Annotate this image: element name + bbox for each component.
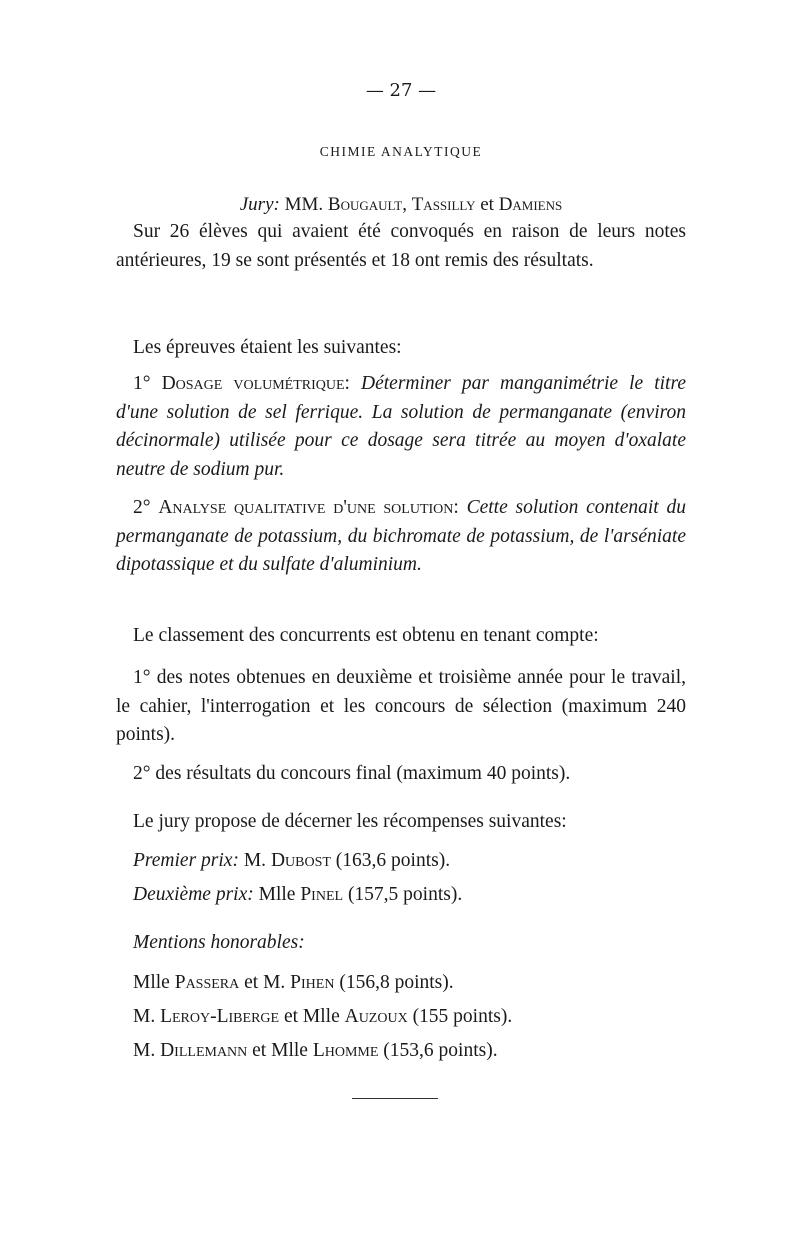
epreuve-2-title: Analyse qualitative d'une solution: — [158, 497, 459, 518]
epreuve-1-title: Dosage volumétrique: — [161, 373, 350, 394]
recompenses-intro: Le jury propose de décerner les récompenses suivantes: — [133, 811, 567, 832]
mention-2-name-1: Leroy-Liberge — [160, 1006, 280, 1027]
mention-3-prefix: M. — [133, 1040, 161, 1061]
jury-sep-1: , — [402, 194, 412, 215]
mention-2 — [133, 1006, 512, 1028]
jury-member-2: Tassilly — [411, 194, 476, 215]
epreuves-intro: Les épreuves étaient les suivantes: — [133, 337, 402, 358]
mention-1-points: (156,8 points). — [334, 972, 454, 993]
deuxieme-prix — [133, 884, 462, 906]
mention-1-mid: et M. — [239, 972, 291, 993]
mention-2-points: (155 points). — [407, 1006, 513, 1027]
mention-2-name-2: Auzoux — [344, 1006, 408, 1027]
closing-rule — [352, 1098, 438, 1099]
classement-intro: Le classement des concurrents est obtenu en tenant compte: — [133, 625, 599, 646]
epreuve-2-text: Cette solution contenait du permanganate de potassium, du bichromate de potassium, de l'arséniate dipotassique et du sulfate d'aluminium. — [116, 497, 686, 575]
mention-3-name-1: Dillemann — [160, 1040, 248, 1061]
deuxieme-prix-label: Deuxième prix: — [133, 884, 254, 905]
epreuve-2-number: 2° — [133, 497, 159, 518]
premier-prix-name: Dubost — [270, 850, 331, 871]
mention-1-prefix: Mlle — [133, 972, 175, 993]
section-title: CHIMIE ANALYTIQUE — [319, 144, 483, 159]
premier-prix — [133, 850, 450, 872]
mention-3-points: (153,6 points). — [378, 1040, 498, 1061]
epreuve-2 — [116, 494, 686, 580]
mention-2-mid: et Mlle — [279, 1006, 345, 1027]
jury-member-3: Damiens — [498, 194, 563, 215]
deuxieme-prix-points: (157,5 points). — [343, 884, 463, 905]
mention-2-prefix: M. — [133, 1006, 161, 1027]
mention-1-name-1: Passera — [174, 972, 240, 993]
mentions-heading: Mentions honorables: — [133, 932, 305, 953]
deuxieme-prix-prefix: Mlle — [253, 884, 301, 905]
deuxieme-prix-name: Pinel — [300, 884, 344, 905]
classement-item-1: 1° des notes obtenues en deuxième et troisième année pour le travail, le cahier, l'interrogation et les concours de sélection (maximum 240 points). — [116, 667, 686, 745]
jury-sep-2: et — [475, 194, 499, 215]
mention-1-name-2: Pihen — [290, 972, 335, 993]
premier-prix-prefix: M. — [238, 850, 271, 871]
page-number: — 27 — — [365, 80, 437, 101]
jury-line — [116, 194, 686, 216]
epreuve-1 — [116, 370, 686, 484]
premier-prix-points: (163,6 points). — [330, 850, 451, 871]
jury-member-1: Bougault — [327, 194, 403, 215]
classement-item-2: 2° des résultats du concours final (maximum 40 points). — [133, 763, 571, 784]
epreuve-1-number: 1° — [133, 373, 162, 394]
jury-label: Jury: — [239, 194, 280, 215]
intro-paragraph: Sur 26 élèves qui avaient été convoqués en raison de leurs notes antérieures, 19 se sont présentés et 18 ont remis des résultats. — [116, 221, 686, 271]
mention-3-name-2: Lhomme — [312, 1040, 379, 1061]
jury-prefix: MM. — [279, 194, 328, 215]
mention-3-mid: et Mlle — [247, 1040, 313, 1061]
mention-1 — [133, 972, 454, 994]
premier-prix-label: Premier prix: — [133, 850, 239, 871]
mention-3 — [133, 1040, 498, 1062]
epreuve-1-text: Déterminer par manganimétrie le titre d'une solution de sel ferrique. La solution de permanganate (environ décinormale) utilisée pour ce dosage sera titrée au moyen d'oxalate neutre de sodium pur. — [116, 373, 686, 480]
